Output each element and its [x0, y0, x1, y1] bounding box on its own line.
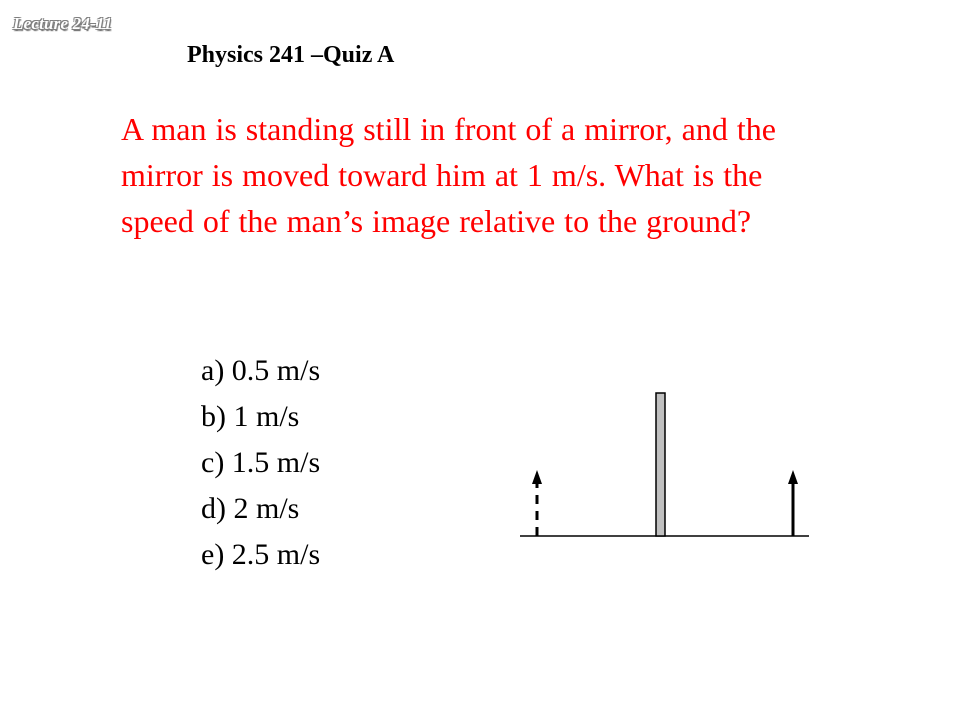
choice-b: b) 1 m/s [201, 400, 300, 433]
choice-a: a) 0.5 m/s [201, 354, 321, 387]
object-arrow-icon [788, 470, 798, 536]
image-arrow-icon [532, 470, 542, 536]
answer-choices [201, 348, 320, 578]
question-text [121, 106, 901, 244]
mirror-diagram [510, 380, 820, 550]
quiz-title: Physics 241 –Quiz A [187, 42, 395, 68]
mirror [656, 393, 665, 536]
question-line: speed of the man’s image relative to the ground? [121, 203, 752, 239]
question-line: A man is standing still in front of a mirror, and the [121, 111, 776, 147]
choice-e: e) 2.5 m/s [201, 538, 321, 571]
lecture-label: Lecture 24-11 [13, 14, 113, 33]
question-line: mirror is moved toward him at 1 m/s. What is the [121, 157, 763, 193]
choice-c: c) 1.5 m/s [201, 446, 321, 479]
choice-d: d) 2 m/s [201, 492, 300, 525]
